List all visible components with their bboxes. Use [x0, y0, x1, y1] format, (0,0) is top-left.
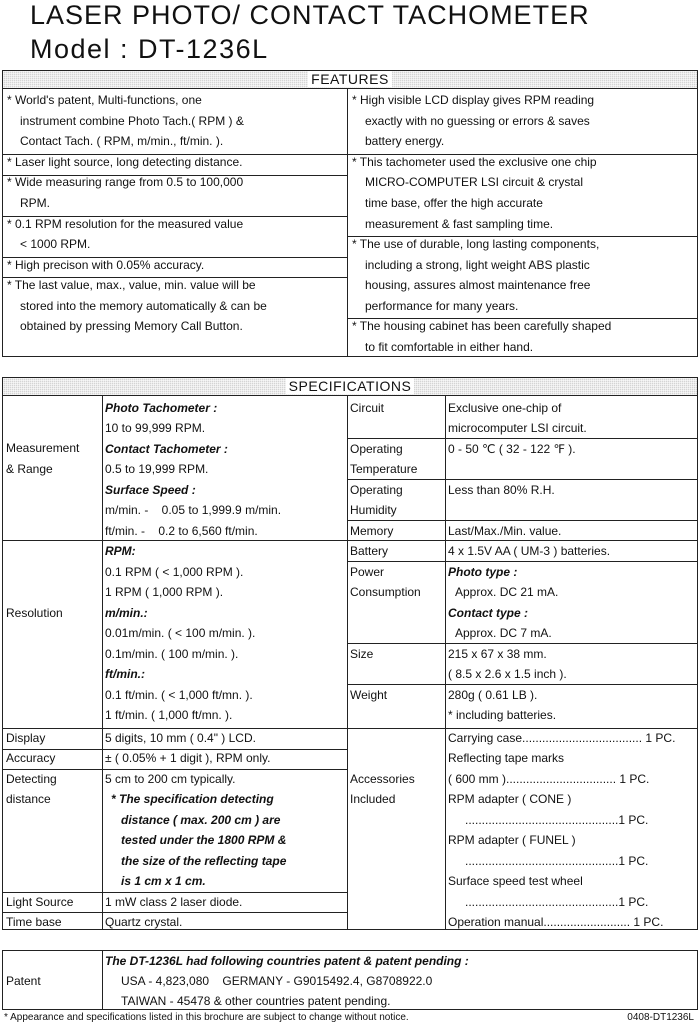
features-left-line: instrument combine Photo Tach.( RPM ) & [20, 114, 244, 128]
surface-speed-heading: Surface Speed : [105, 483, 196, 497]
footer-disclaimer: * Appearance and specifications listed in this brochure are subject to change without notice. [4, 1012, 409, 1023]
circuit-value-1: Exclusive one-chip of [448, 401, 562, 415]
features-left-line: RPM. [20, 196, 50, 210]
detecting-label: Detecting [6, 772, 57, 786]
patent-heading: The DT-1236L had following countries patent & patent pending : [105, 954, 469, 968]
surface-speed-m: m/min. - 0.05 to 1,999.9 m/min. [105, 503, 282, 517]
memory-value: Last/Max./Min. value. [448, 524, 562, 538]
specifications-header: SPECIFICATIONS [286, 378, 415, 394]
features-right-line: exactly with no guessing or errors & saves [365, 114, 590, 128]
circuit-label: Circuit [350, 401, 385, 415]
battery-label: Battery [350, 544, 389, 558]
features-right-line: time base, offer the high accurate [365, 196, 543, 210]
features-right-line: housing, assures almost maintenance free [365, 278, 591, 292]
features-right-line: * The use of durable, long lasting components, [352, 237, 600, 251]
contact-tach-heading: Contact Tachometer : [105, 442, 228, 456]
display-label: Display [6, 731, 46, 745]
op-humidity-label: Operating [350, 483, 403, 497]
detecting-note-4: the size of the reflecting tape [121, 854, 287, 868]
features-right-line: * High visible LCD display gives RPM reading [352, 93, 595, 107]
op-humidity-value: Less than 80% R.H. [448, 483, 555, 497]
detecting-value: 5 cm to 200 cm typically. [105, 772, 236, 786]
features-right-line: * The housing cabinet has been carefully shaped [352, 319, 612, 333]
resolution-label: Resolution [6, 606, 63, 620]
patent-section [2, 950, 698, 1010]
op-temp-label: Operating [350, 442, 403, 456]
document-title: LASER PHOTO/ CONTACT TACHOMETER [30, 0, 590, 30]
size-value-1: 215 x 67 x 38 mm. [448, 647, 547, 661]
accessory-line: RPM adapter ( FUNEL ) [448, 833, 576, 847]
features-left-line: * The last value, max., value, min. value will be [7, 278, 256, 292]
accessory-line: Carrying case.................................... 1 PC. [448, 731, 676, 745]
features-right-line: measurement & fast sampling time. [365, 217, 554, 231]
features-header: FEATURES [308, 71, 392, 87]
accessories-label-2: Included [350, 792, 396, 806]
display-value: 5 digits, 10 mm ( 0.4" ) LCD. [105, 731, 256, 745]
time-base-value: Quartz crystal. [105, 915, 183, 929]
specifications-section [2, 377, 698, 930]
features-left-line: Contact Tach. ( RPM, m/min., ft/min. ). [20, 134, 224, 148]
res-m-2: 0.1m/min. ( 100 m/min. ). [105, 647, 239, 661]
features-left-line: stored into the memory automatically & can be [20, 299, 267, 313]
features-right-line: performance for many years. [365, 299, 519, 313]
power-photo-heading: Photo type : [448, 565, 518, 579]
features-right-line: * This tachometer used the exclusive one chip [352, 155, 597, 169]
weight-label: Weight [350, 688, 388, 702]
power-photo-value: Approx. DC 21 mA. [455, 585, 559, 599]
accuracy-label: Accuracy [6, 751, 56, 765]
features-left-line: * Laser light source, long detecting distance. [7, 155, 243, 169]
features-right-line: to fit comfortable in either hand. [365, 340, 534, 354]
surface-speed-ft: ft/min. - 0.2 to 6,560 ft/min. [105, 524, 258, 538]
memory-label: Memory [350, 524, 394, 538]
detecting-note-5: is 1 cm x 1 cm. [121, 874, 206, 888]
features-left-line: * Wide measuring range from 0.5 to 100,000 [7, 175, 244, 189]
res-ft-1: 0.1 ft/min. ( < 1,000 ft/mn. ). [105, 688, 253, 702]
measurement-label-2: & Range [6, 462, 53, 476]
accessory-line: Operation manual.......................... 1 PC. [448, 915, 664, 929]
time-base-label: Time base [6, 915, 62, 929]
op-temp-label-2: Temperature [350, 462, 418, 476]
features-header-bar [3, 71, 697, 89]
features-left-line: * 0.1 RPM resolution for the measured value [7, 217, 244, 231]
photo-tach-value: 10 to 99,999 RPM. [105, 421, 206, 435]
power-contact-heading: Contact type : [448, 606, 529, 620]
battery-value: 4 x 1.5V AA ( UM-3 ) batteries. [448, 544, 611, 558]
photo-tach-heading: Photo Tachometer : [105, 401, 218, 415]
features-left-line: * High precison with 0.05% accuracy. [7, 258, 205, 272]
features-left-line: < 1000 RPM. [20, 237, 91, 251]
accessory-line: Surface speed test wheel [448, 874, 583, 888]
detecting-note-1: * The specification detecting [111, 792, 274, 806]
features-left-line: obtained by pressing Memory Call Button. [20, 319, 243, 333]
detecting-note-3: tested under the 1800 RPM & [121, 833, 287, 847]
accessory-line: ..............................................1 PC. [465, 895, 649, 909]
patent-line-2: TAIWAN - 45478 & other countries patent pending. [121, 994, 391, 1008]
light-source-value: 1 mW class 2 laser diode. [105, 895, 243, 909]
accuracy-value: ± ( 0.05% + 1 digit ), RPM only. [105, 751, 271, 765]
power-label: Power [350, 565, 385, 579]
footer-code: 0408-DT1236L [627, 1012, 694, 1023]
res-rpm-2: 1 RPM ( 1,000 RPM ). [105, 585, 224, 599]
features-right-line: including a strong, light weight ABS plastic [365, 258, 590, 272]
patent-label: Patent [6, 974, 41, 988]
circuit-value-2: microcomputer LSI circuit. [448, 421, 587, 435]
op-humidity-label-2: Humidity [350, 503, 397, 517]
accessory-line: RPM adapter ( CONE ) [448, 792, 572, 806]
res-rpm-heading: RPM: [105, 544, 136, 558]
accessory-line: ..............................................1 PC. [465, 854, 649, 868]
res-m-1: 0.01m/min. ( < 100 m/min. ). [105, 626, 256, 640]
light-source-label: Light Source [6, 895, 74, 909]
accessory-line: ( 600 mm )................................. 1 PC. [448, 772, 650, 786]
accessory-line: Reflecting tape marks [448, 751, 565, 765]
measurement-label: Measurement [6, 441, 80, 455]
size-label: Size [350, 647, 374, 661]
res-ft-2: 1 ft/min. ( 1,000 ft/mn. ). [105, 708, 233, 722]
size-value-2: ( 8.5 x 2.6 x 1.5 inch ). [448, 667, 567, 681]
accessory-line: ..............................................1 PC. [465, 813, 649, 827]
detecting-label-2: distance [6, 792, 51, 806]
power-contact-value: Approx. DC 7 mA. [455, 626, 552, 640]
features-right-line: battery energy. [365, 134, 445, 148]
res-m-heading: m/min.: [105, 606, 148, 620]
accessories-label: Accessories [350, 772, 415, 786]
weight-value-2: * including batteries. [448, 708, 557, 722]
contact-tach-value: 0.5 to 19,999 RPM. [105, 462, 209, 476]
model-title: Model : DT-1236L [30, 34, 269, 64]
res-rpm-1: 0.1 RPM ( < 1,000 RPM ). [105, 565, 244, 579]
features-right-line: MICRO-COMPUTER LSI circuit & crystal [365, 175, 584, 189]
res-ft-heading: ft/min.: [105, 667, 145, 681]
features-section [2, 70, 698, 357]
detecting-note-2: distance ( max. 200 cm ) are [121, 813, 281, 827]
op-temp-value: 0 - 50 ℃ ( 32 - 122 ℉ ). [448, 442, 576, 456]
features-left-line: * World's patent, Multi-functions, one [7, 93, 202, 107]
weight-value-1: 280g ( 0.61 LB ). [448, 688, 538, 702]
power-label-2: Consumption [350, 585, 421, 599]
specifications-header-bar [3, 378, 697, 396]
patent-line-1: USA - 4,823,080 GERMANY - G9015492.4, G8708922.0 [121, 974, 433, 988]
